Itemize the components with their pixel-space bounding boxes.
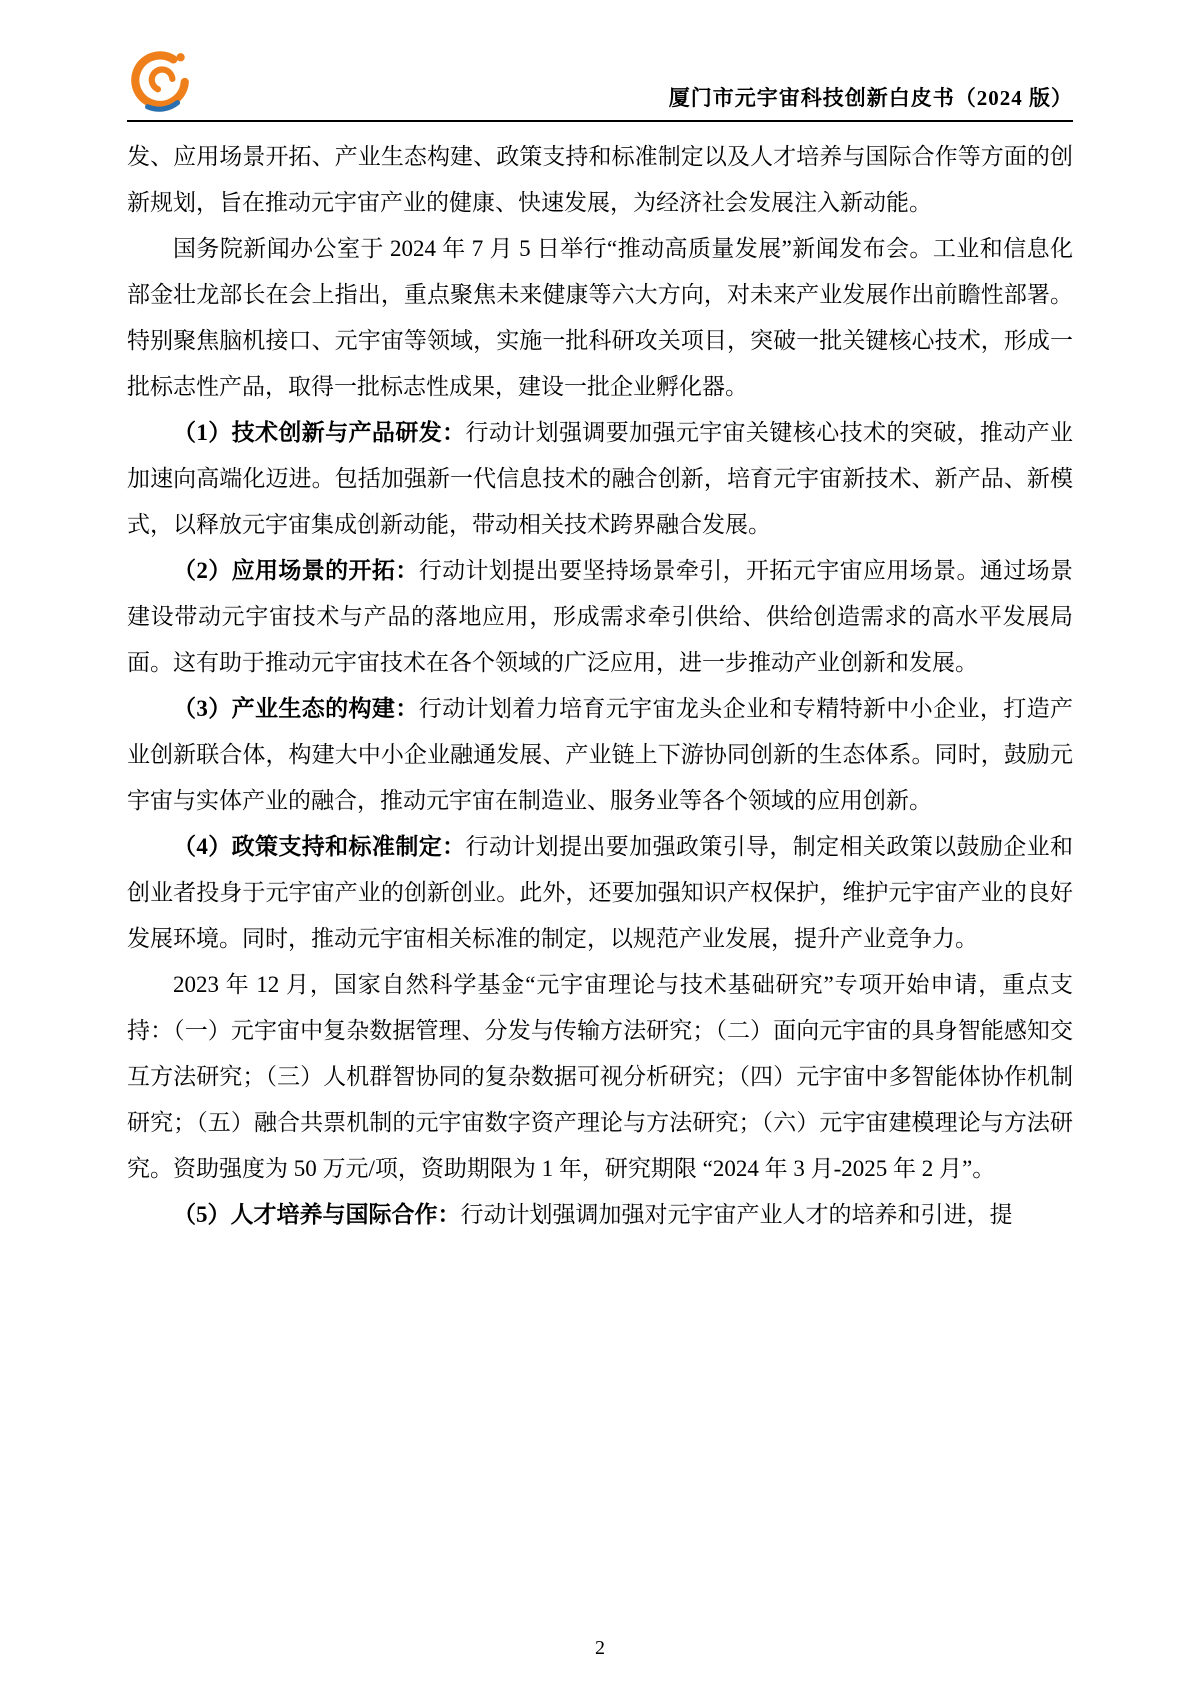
paragraph: [127, 686, 1073, 824]
paragraph: [127, 824, 1073, 962]
page-header: [127, 0, 1073, 114]
paragraph: [127, 962, 1073, 1192]
page-footer: [0, 1637, 1200, 1660]
paragraph-lead: （1）技术创新与产品研发：: [173, 420, 466, 445]
paragraph-text: 行动计划提出要坚持场景牵引，开拓元宇宙应用场景。通过场景建设带动元宇宙技术与产品的落地应用，形成需求牵引供给、供给创造需求的高水平发展局面。这有助于推动元宇宙技术在各个领域的广泛应用，进一步推动产业创新和发展。: [127, 558, 1074, 675]
brand-swirl-logo-icon: [127, 48, 193, 114]
paragraph-lead: （3）产业生态的构建：: [173, 696, 419, 721]
paragraph-text: 国务院新闻办公室于 2024 年 7 月 5 日举行“推动高质量发展”新闻发布会。工业和信息化部金壮龙部长在会上指出，重点聚焦未来健康等六大方向，对未来产业发展作出前瞻性部署。特别聚焦脑机接口、元宇宙等领域，实施一批科研攻关项目，突破一批关键核心技术，形成一批标志性产品，取得一批标志性成果，建设一批企业孵化器。: [127, 236, 1073, 399]
paragraph-text: 发、应用场景开拓、产业生态构建、政策支持和标准制定以及人才培养与国际合作等方面的创新规划，旨在推动元宇宙产业的健康、快速发展，为经济社会发展注入新动能。: [127, 144, 1073, 215]
document-body: [127, 134, 1073, 1238]
page-number: 2: [595, 1637, 605, 1659]
paragraph-lead: （5）人才培养与国际合作：: [173, 1202, 461, 1227]
paragraph-text: 行动计划提出要加强政策引导，制定相关政策以鼓励企业和创业者投身于元宇宙产业的创新创业。此外，还要加强知识产权保护，维护元宇宙产业的良好发展环境。同时，推动元宇宙相关标准的制定，以规范产业发展，提升产业竞争力。: [127, 834, 1074, 951]
paragraph-text: 行动计划着力培育元宇宙龙头企业和专精特新中小企业，打造产业创新联合体，构建大中小企业融通发展、产业链上下游协同创新的生态体系。同时，鼓励元宇宙与实体产业的融合，推动元宇宙在制造业、服务业等各个领域的应用创新。: [127, 696, 1074, 813]
paragraph: [127, 410, 1073, 548]
header-divider: [127, 120, 1073, 122]
paragraph: [127, 226, 1073, 410]
paragraph-text: 行动计划强调加强对元宇宙产业人才的培养和引进，提: [460, 1202, 1013, 1227]
paragraph-lead: （2）应用场景的开拓：: [173, 558, 419, 583]
paragraph-text: 2023 年 12 月，国家自然科学基金“元宇宙理论与技术基础研究”专项开始申请，重点支持：（一）元宇宙中复杂数据管理、分发与传输方法研究；（二）面向元宇宙的具身智能感知交互方法研究；（三）人机群智协同的复杂数据可视分析研究；（四）元宇宙中多智能体协作机制研究；（五）融合共票机制的元宇宙数字资产理论与方法研究；（六）元宇宙建模理论与方法研究。资助强度为 50 万元/项，资助期限为 1 年，研究期限 “2024 年 3 月-2025 年 2 月”。: [127, 972, 1073, 1181]
paragraph: [127, 1192, 1073, 1238]
paragraph-text: 行动计划强调要加强元宇宙关键核心技术的突破，推动产业加速向高端化迈进。包括加强新一代信息技术的融合创新，培育元宇宙新技术、新产品、新模式，以释放元宇宙集成创新动能，带动相关技术跨界融合发展。: [127, 420, 1074, 537]
header-title: 厦门市元宇宙科技创新白皮书（2024 版）: [668, 86, 1073, 110]
paragraph-lead: （4）政策支持和标准制定：: [173, 834, 466, 859]
paragraph: [127, 548, 1073, 686]
paragraph: [127, 134, 1073, 226]
